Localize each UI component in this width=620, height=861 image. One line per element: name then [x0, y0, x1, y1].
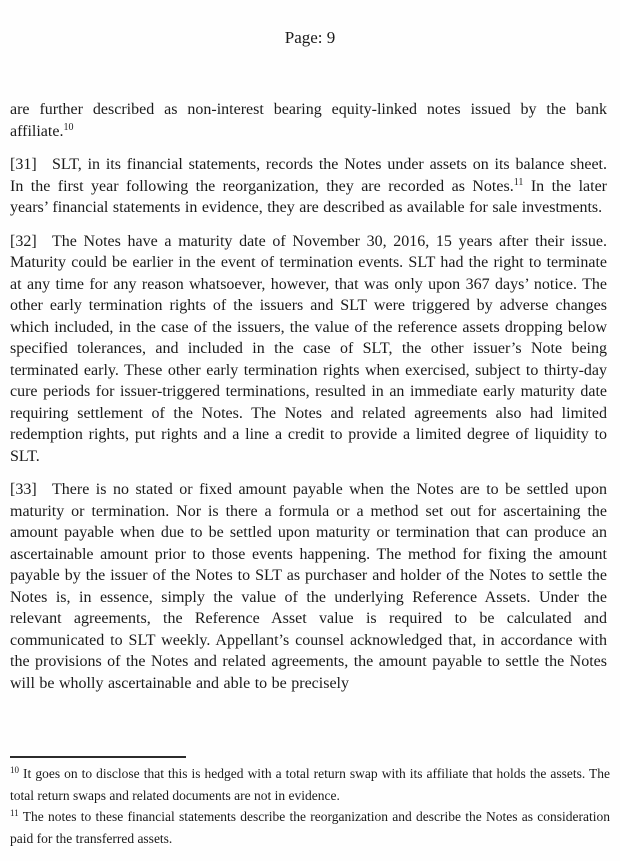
paragraph-text: In the later years’ financial statements in evidence, they are described as available for sale investments.	[10, 177, 608, 216]
footnote-ref-10-marker: 10	[63, 121, 74, 133]
page-number-header: Page: 9	[284, 28, 336, 47]
footnote-10	[10, 763, 610, 806]
paragraph-32	[10, 231, 607, 468]
footnote-text: It goes on to disclose that this is hedged with a total return swap with its affiliate that holds the assets. The total return swaps and related documents are not in evidence.	[10, 766, 611, 803]
footnote-number: 11	[10, 808, 19, 818]
paragraph-text: The Notes have a maturity date of November 30, 2016, 15 years after their issue. Maturity could be earlier in the event of termination events. SLT had the right to terminate at any time for any reason whatsoever, however, that was only upon 367 days’ notice. The other early termination rights of the issuers and SLT were triggered by adverse changes which included, in the case of the issuers, the value of the reference assets dropping below specified tolerances, and included in the case of SLT, the other issuer’s Note being terminated early. These other early termination rights when exercised, subject to thirty-day cure periods for issuer-triggered terminations, resulted in an immediate early maturity date requiring settlement of the Notes. The Notes and related agreements also had limited redemption rights, put rights and a line a credit to provide a limited degree of liquidity to SLT.	[10, 232, 607, 465]
paragraph-33	[10, 479, 607, 694]
footnotes-section	[10, 756, 610, 849]
paragraph-31	[10, 154, 607, 219]
body-text-block	[10, 99, 607, 706]
footnote-separator	[10, 756, 186, 758]
paragraph-number: [32]	[10, 232, 37, 250]
footnote-text: The notes to these financial statements describe the reorganization and describe the Notes as consideration paid for the transferred assets.	[10, 809, 610, 846]
paragraph-text: SLT, in its financial statements, records the Notes under assets on its balance sheet. In the first year following the reorganization, they are recorded as Notes.	[10, 156, 607, 195]
continuation-text: are further described as non-interest bearing equity-linked notes issued by the bank affiliate.	[10, 101, 607, 140]
paragraph-number: [31]	[10, 156, 37, 173]
paragraph-number: [33]	[10, 481, 37, 498]
footnote-11	[10, 806, 610, 849]
footnote-ref-11-marker: 11	[513, 176, 524, 188]
paragraph-text: There is no stated or fixed amount payable when the Notes are to be settled upon maturity or termination. Nor is there a formula or a method set out for ascertaining the amount payable when due to be settled upon maturity or termination that can produce an ascertainable amount prior to those events happening. The method for fixing the amount payable by the issuer of the Notes to SLT as purchaser and holder of the Notes to settle the Notes is, in essence, simply the value of the underlying Reference Assets. Under the relevant agreements, the Reference Asset value is required to be calculated and communicated to SLT weekly. Appellant’s counsel acknowledged that, in accordance with the provisions of the Notes and related agreements, the amount payable to settle the Notes will be wholly ascertainable and able to be precisely	[10, 481, 607, 692]
continuation-paragraph	[10, 99, 607, 142]
footnote-number: 10	[10, 765, 19, 775]
